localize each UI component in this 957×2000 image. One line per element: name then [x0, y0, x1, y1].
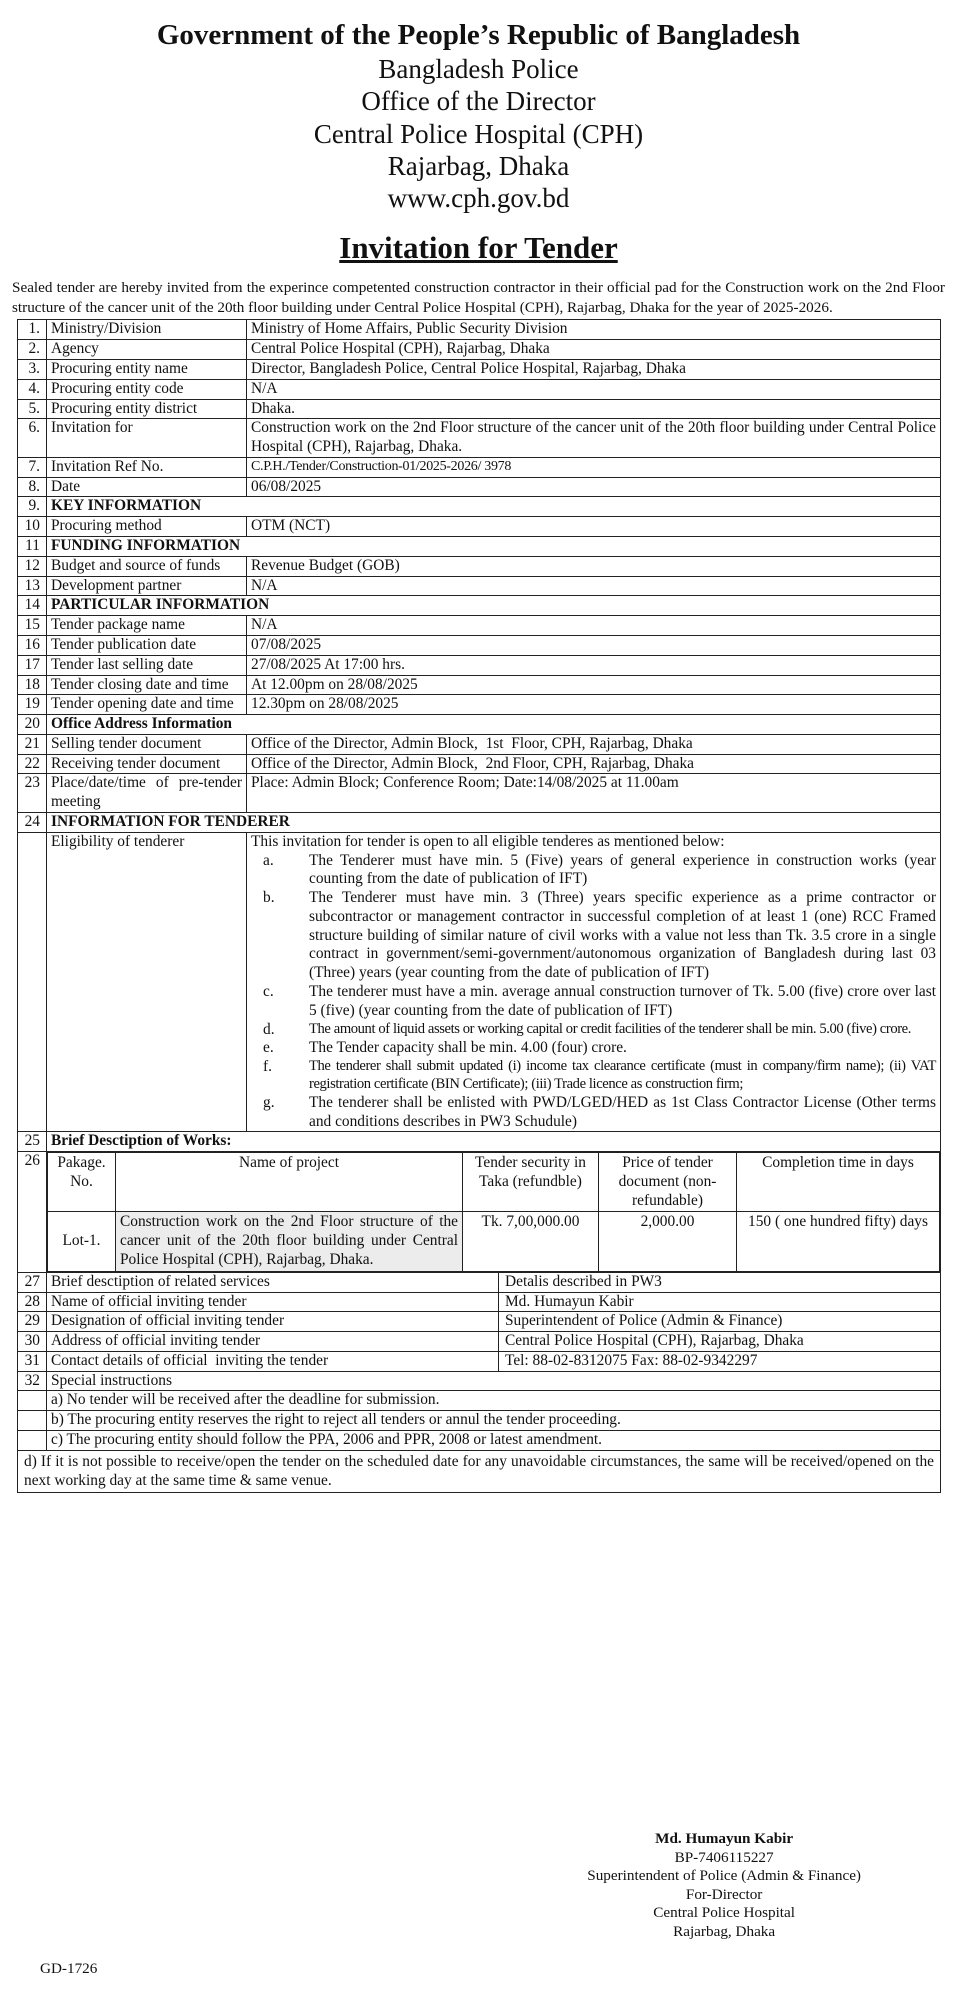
eligibility-intro: This invitation for tender is open to all eligible tenderes as mentioned below: — [251, 832, 725, 850]
row-label: Procuring method — [47, 517, 247, 537]
table-row — [18, 320, 941, 340]
table-row — [18, 379, 941, 399]
location: Rajarbag, Dhaka — [387, 150, 570, 181]
row-number: 21 — [18, 734, 47, 754]
section-heading: INFORMATION FOR TENDERER — [47, 812, 941, 832]
row-label: Eligibility of tenderer — [47, 832, 247, 1132]
works-table-cell — [47, 1152, 941, 1273]
row-number: 30 — [18, 1332, 47, 1352]
row-label: Invitation for — [47, 419, 247, 458]
instruction-a: a) No tender will be received after the deadline for submission. — [47, 1391, 941, 1411]
row-number: 20 — [18, 715, 47, 735]
list-item — [251, 1039, 936, 1058]
item-marker: c. — [263, 983, 274, 1000]
works-table — [47, 1152, 940, 1272]
table-row — [18, 419, 941, 458]
row-label: Development partner — [47, 576, 247, 596]
table-row — [18, 457, 941, 477]
row-label: Receiving tender document — [47, 754, 247, 774]
row-number: 12 — [18, 556, 47, 576]
header-package: Pakage. No. — [48, 1153, 116, 1212]
signatory-hospital: Central Police Hospital — [653, 1904, 795, 1922]
instruction-c: c) The procuring entity should follow the PPA, 2006 and PPR, 2008 or latest amendment. — [47, 1431, 941, 1451]
instruction-row — [18, 1411, 941, 1431]
lot-price: 2,000.00 — [599, 1212, 737, 1271]
row-label: Designation of official inviting tender — [47, 1312, 499, 1331]
section-heading: Office Address Information — [47, 715, 941, 735]
row-number: 3. — [18, 360, 47, 380]
table-row — [18, 360, 941, 380]
row-number — [18, 1411, 47, 1431]
row-value: Director, Bangladesh Police, Central Police Hospital, Rajarbag, Dhaka — [247, 360, 941, 380]
section-heading-row — [18, 596, 941, 616]
table-row — [18, 635, 941, 655]
row-number: 32 — [18, 1371, 47, 1391]
row-label: Budget and source of funds — [47, 556, 247, 576]
row-number: 31 — [18, 1351, 47, 1371]
table-row — [18, 576, 941, 596]
table-row — [18, 616, 941, 636]
list-item — [251, 1021, 936, 1040]
signatory-for: For-Director — [685, 1885, 763, 1903]
row-value: C.P.H./Tender/Construction-01/2025-2026/ 3978 — [247, 457, 941, 477]
row-label: Tender publication date — [47, 635, 247, 655]
row-label: Procuring entity code — [47, 379, 247, 399]
row-label: Contact details of official inviting the tender — [47, 1352, 499, 1371]
item-text: The tenderer shall be enlisted with PWD/LGED/HED as 1st Class Contractor License (Other terms and conditions describes in PW3 Schudule) — [309, 1093, 936, 1130]
section-heading: PARTICULAR INFORMATION — [47, 596, 941, 616]
table-row — [18, 734, 941, 754]
section-heading-row — [18, 1132, 941, 1152]
item-text: The tenderer shall submit updated (i) income tax clearance certificate (must in company/firm name); (ii) VAT registration certificate (BIN Certificate); (iii) Trade licence as construction firm; — [309, 1058, 936, 1092]
item-marker: a. — [263, 851, 274, 869]
item-marker: e. — [263, 1039, 274, 1057]
item-text: The Tender capacity shall be min. 4.00 (four) crore. — [309, 1039, 627, 1057]
row-label: Tender closing date and time — [47, 675, 247, 695]
list-item — [251, 889, 936, 983]
row-value: Superintendent of Police (Admin & Finance) — [505, 1312, 783, 1330]
table-row — [18, 1312, 941, 1332]
row-value: Place: Admin Block; Conference Room; Date:14/08/2025 at 11.00am — [247, 774, 941, 813]
list-item — [251, 1058, 936, 1094]
row-label: Procuring entity district — [47, 399, 247, 419]
row-number: 25 — [18, 1132, 47, 1152]
item-text: The amount of liquid assets or working capital or credit facilities of the tenderer shall be min. 5.00 (five) crore. — [309, 1020, 911, 1037]
row-value: Central Police Hospital (CPH), Rajarbag, Dhaka — [505, 1332, 804, 1350]
intro-paragraph: Sealed tender are hereby invited from the experince competented construction contractor in their official pad for the Construction work on the 2nd Floor structure of the cancer unit of the 20th floor building under Central Police Hospital (CPH), Rajarbag, Dhaka for the year of 2025-2026. — [12, 278, 945, 316]
row-value: OTM (NCT) — [247, 517, 941, 537]
table-row — [18, 675, 941, 695]
item-text: The tenderer must have a min. average annual construction turnover of Tk. 5.00 (five) crore over last 5 (five) (year counting from the date of publication of IFT) — [309, 983, 936, 1019]
row-number — [18, 1431, 47, 1451]
split-cell — [47, 1312, 941, 1332]
row-number: 9. — [18, 497, 47, 517]
instruction-row — [18, 1450, 941, 1493]
table-row — [18, 1332, 941, 1352]
section-heading: KEY INFORMATION — [47, 497, 941, 517]
row-label: Place/date/time of pre-tender meeting — [47, 774, 247, 813]
row-number: 5. — [18, 399, 47, 419]
row-number: 23 — [18, 774, 47, 813]
table-row — [18, 1272, 941, 1292]
row-value: Revenue Budget (GOB) — [247, 556, 941, 576]
instruction-row — [18, 1431, 941, 1451]
row-number: 28 — [18, 1292, 47, 1312]
section-heading: FUNDING INFORMATION — [47, 537, 941, 557]
letterhead — [0, 0, 957, 266]
list-item — [251, 983, 936, 1021]
table-row — [18, 1292, 941, 1312]
table-row — [18, 556, 941, 576]
lot-security: Tk. 7,00,000.00 — [463, 1212, 599, 1271]
row-number: 14 — [18, 596, 47, 616]
row-number: 11 — [18, 537, 47, 557]
list-item — [251, 1094, 936, 1132]
row-value: Detalis described in PW3 — [505, 1272, 662, 1290]
row-value: 07/08/2025 — [247, 635, 941, 655]
row-label: Selling tender document — [47, 734, 247, 754]
row-value: Office of the Director, Admin Block, 1st Floor, CPH, Rajarbag, Dhaka — [247, 734, 941, 754]
row-value: At 12.00pm on 28/08/2025 — [247, 675, 941, 695]
header-completion: Completion time in days — [737, 1153, 940, 1212]
works-header-row — [48, 1153, 940, 1212]
row-value: Md. Humayun Kabir — [505, 1292, 634, 1310]
row-label: Name of official inviting tender — [47, 1293, 499, 1312]
item-marker: g. — [263, 1093, 275, 1111]
row-label: Tender package name — [47, 616, 247, 636]
signatory-name: Md. Humayun Kabir — [655, 1830, 794, 1847]
row-value: Construction work on the 2nd Floor structure of the cancer unit of the 20th floor building under Central Police Hospital (CPH), Rajarbag, Dhaka. — [247, 419, 941, 458]
row-label: Tender last selling date — [47, 655, 247, 675]
signatory-designation: Superintendent of Police (Admin & Finance) — [587, 1867, 861, 1885]
row-number: 7. — [18, 457, 47, 477]
split-cell — [47, 1332, 941, 1352]
row-number: 27 — [18, 1272, 47, 1292]
split-cell — [47, 1272, 941, 1292]
row-value: N/A — [247, 576, 941, 596]
government-name: Government of the People’s Republic of Bangladesh — [156, 19, 801, 51]
police-name: Bangladesh Police — [378, 53, 579, 84]
office-name: Office of the Director — [361, 86, 596, 117]
row-number: 13 — [18, 576, 47, 596]
table-row — [18, 517, 941, 537]
section-heading-row — [18, 715, 941, 735]
item-marker: b. — [263, 889, 275, 907]
table-row — [18, 655, 941, 675]
row-number: 6. — [18, 419, 47, 458]
item-text: The Tenderer must have min. 3 (Three) years specific experience as a prime contractor or subcontractor or management contractor in successful completion of at least 1 (one) RCC Framed structure building of similar nature of civil works with a value not less than Tk. 3.5 crore in a single contract in government/semi-government/autonomous organization of Bangladesh during last 03 (Three) years (year counting from the date of publication of IFT) — [309, 889, 936, 982]
row-number: 1. — [18, 320, 47, 340]
row-value: Ministry of Home Affairs, Public Security Division — [247, 320, 941, 340]
document-code: GD-1726 — [40, 1960, 98, 1977]
table-row — [18, 340, 941, 360]
item-marker: d. — [263, 1020, 275, 1038]
item-text: The Tenderer must have min. 5 (Five) years of general experience in construction works (year counting from the date of publication of IFT) — [309, 851, 936, 888]
row-value: Central Police Hospital (CPH), Rajarbag, Dhaka — [247, 340, 941, 360]
row-value: Office of the Director, Admin Block, 2nd Floor, CPH, Rajarbag, Dhaka — [247, 754, 941, 774]
table-row — [18, 399, 941, 419]
row-number — [18, 832, 47, 1132]
row-label: Date — [47, 477, 247, 497]
row-number: 15 — [18, 616, 47, 636]
header-price: Price of tender document (non-refundable) — [599, 1153, 737, 1212]
row-number: 22 — [18, 754, 47, 774]
row-label: Invitation Ref No. — [47, 457, 247, 477]
table-row — [18, 754, 941, 774]
section-heading-row — [18, 537, 941, 557]
section-heading-row — [18, 497, 941, 517]
table-row — [18, 774, 941, 813]
table-row — [18, 1371, 941, 1391]
row-number: 4. — [18, 379, 47, 399]
signature-block — [587, 1830, 861, 1941]
row-label: Ministry/Division — [47, 320, 247, 340]
page-title: Invitation for Tender — [339, 229, 618, 265]
instruction-b: b) The procuring entity reserves the right to reject all tenders or annul the tender proceeding. — [47, 1411, 941, 1431]
row-number: 26 — [18, 1152, 47, 1273]
lot-package: Lot-1. — [48, 1212, 116, 1271]
lot-completion: 150 ( one hundred fifty) days — [737, 1212, 940, 1271]
row-value: Dhaka. — [247, 399, 941, 419]
row-number: 19 — [18, 695, 47, 715]
split-cell — [47, 1292, 941, 1312]
eligibility-list — [251, 852, 936, 1132]
row-value: Tel: 88-02-8312075 Fax: 88-02-9342297 — [505, 1351, 758, 1369]
signatory-bp: BP-7406115227 — [674, 1848, 774, 1866]
item-marker: f. — [263, 1058, 272, 1076]
header-security: Tender security in Taka (refundble) — [463, 1153, 599, 1212]
row-value: 06/08/2025 — [247, 477, 941, 497]
eligibility-row — [18, 832, 941, 1132]
row-label: Agency — [47, 340, 247, 360]
works-lot-row — [48, 1212, 940, 1271]
row-value: N/A — [247, 616, 941, 636]
website-link[interactable]: www.cph.gov.bd — [387, 183, 570, 214]
instruction-row — [18, 1391, 941, 1411]
row-label: Address of official inviting tender — [47, 1332, 499, 1351]
hospital-name: Central Police Hospital (CPH) — [313, 118, 644, 149]
table-row — [18, 1351, 941, 1371]
row-number: 29 — [18, 1312, 47, 1332]
works-row — [18, 1152, 941, 1273]
instruction-d: d) If it is not possible to receive/open the tender on the scheduled date for any unavoidable circumstances, the same will be received/opened on the next working day at the same time & same venue. — [18, 1450, 941, 1493]
section-heading-row — [18, 812, 941, 832]
row-label: Tender opening date and time — [47, 695, 247, 715]
eligibility-list-cell — [247, 832, 941, 1132]
row-number: 2. — [18, 340, 47, 360]
row-label: Procuring entity name — [47, 360, 247, 380]
header-project: Name of project — [116, 1153, 463, 1212]
signatory-place: Rajarbag, Dhaka — [673, 1922, 776, 1940]
split-cell — [47, 1351, 941, 1371]
row-number: 10 — [18, 517, 47, 537]
row-number: 24 — [18, 812, 47, 832]
lot-project: Construction work on the 2nd Floor structure of the cancer unit of the 20th floor building under Central Police Hospital (CPH), Rajarbag, Dhaka. — [116, 1212, 463, 1271]
row-number: 8. — [18, 477, 47, 497]
row-value: 12.30pm on 28/08/2025 — [247, 695, 941, 715]
list-item — [251, 852, 936, 890]
row-label: Brief desctiption of related services — [47, 1273, 499, 1292]
row-number: 17 — [18, 655, 47, 675]
row-label: Special instructions — [47, 1371, 941, 1391]
row-value: N/A — [247, 379, 941, 399]
table-row — [18, 695, 941, 715]
row-number — [18, 1391, 47, 1411]
row-number: 18 — [18, 675, 47, 695]
row-number: 16 — [18, 635, 47, 655]
tender-table — [17, 319, 941, 1493]
section-heading: Brief Desctiption of Works: — [47, 1132, 941, 1152]
table-row — [18, 477, 941, 497]
row-value: 27/08/2025 At 17:00 hrs. — [247, 655, 941, 675]
